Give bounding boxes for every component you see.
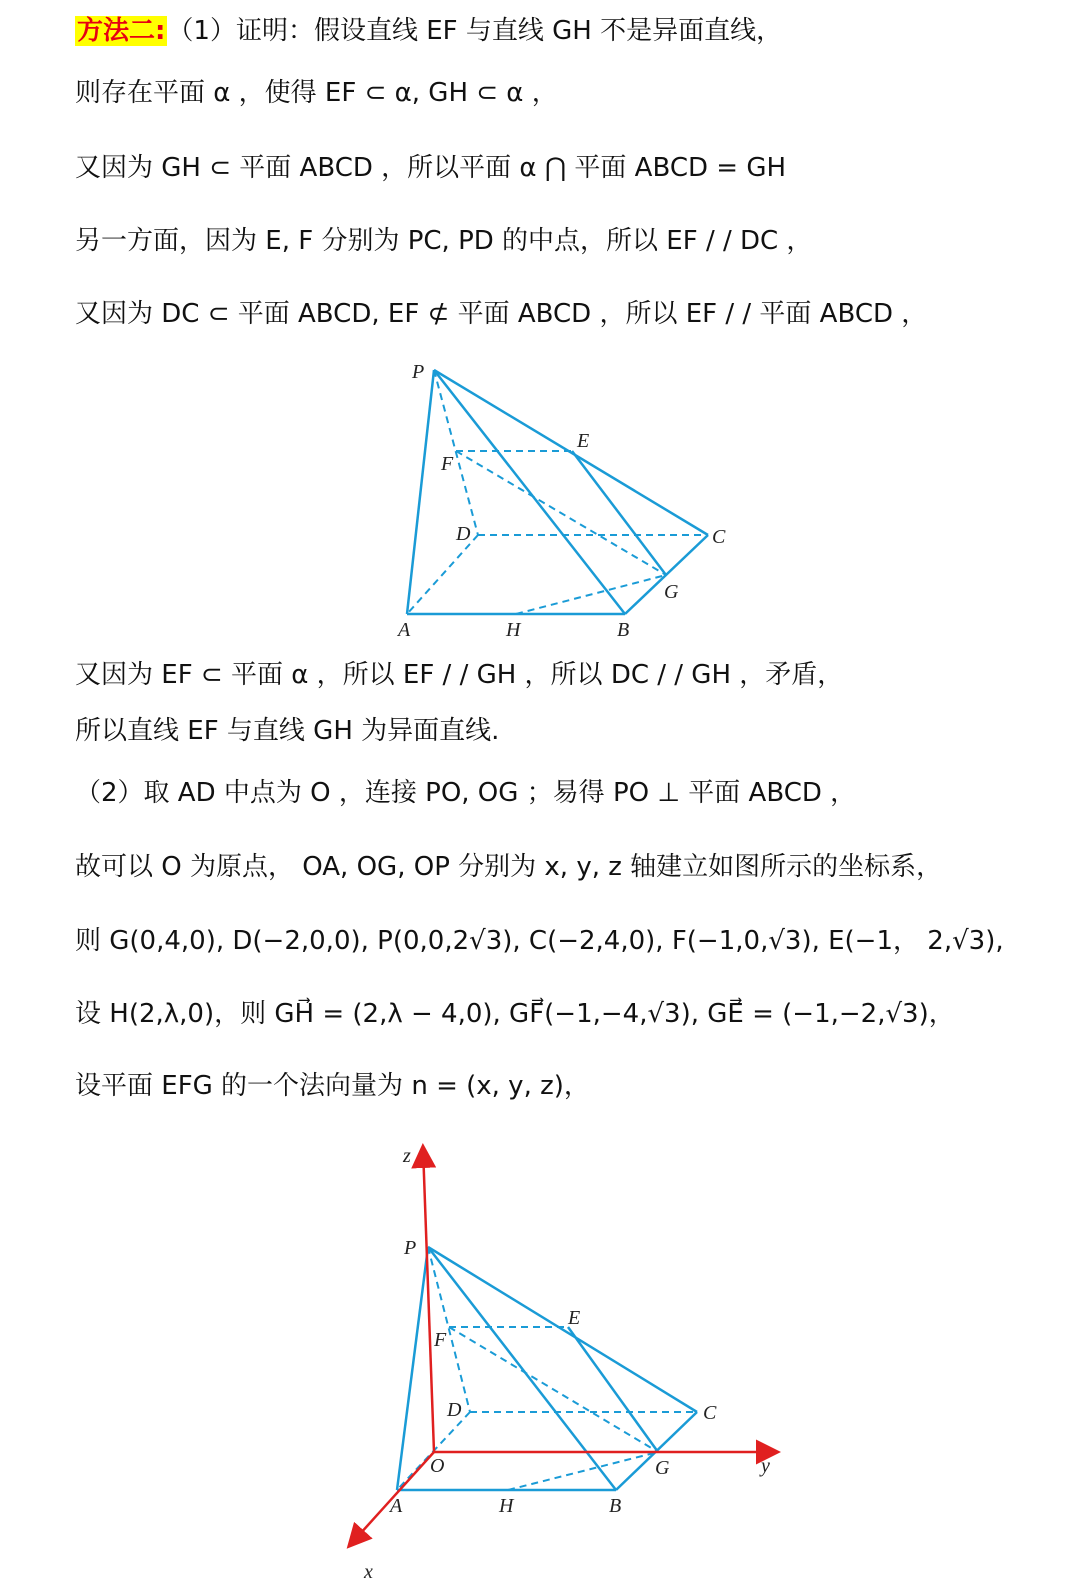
label-C: C [712, 526, 726, 548]
text-line-3: 又因为 GH ⊂ 平面 ABCD ，所以平面 α ⋂ 平面 ABCD = GH [75, 153, 787, 183]
label-G: G [664, 581, 679, 603]
label-B2: B [609, 1495, 622, 1517]
text-line-1 [75, 14, 782, 48]
label-x: x [364, 1561, 373, 1582]
coordinate-figure [330, 1130, 800, 1582]
text-line-5: 又因为 DC ⊂ 平面 ABCD, EF ⊄ 平面 ABCD ，所以 EF / / 平面 ABCD ， [75, 299, 928, 329]
text-line-6: 又因为 EF ⊂ 平面 α ，所以 EF / / GH ，所以 DC / / GH ，矛盾， [75, 660, 844, 690]
label-F2: F [434, 1329, 447, 1351]
method-label: 方法二: [77, 16, 166, 46]
text-line-10: 则 G(0,4,0), D(−2,0,0), P(0,0,2√3), C(−2,4,0), F(−1,0,√3), E(−1， 2,√3), [75, 926, 1004, 956]
label-B: B [617, 619, 630, 641]
label-A2: A [390, 1495, 403, 1517]
label-F: F [441, 453, 454, 475]
label-C2: C [703, 1402, 717, 1424]
text-line-4: 另一方面，因为 E, F 分别为 PC, PD 的中点，所以 EF / / DC ， [75, 226, 813, 256]
text-line-2: 则存在平面 α ，使得 EF ⊂ α, GH ⊂ α ， [75, 78, 558, 108]
label-G2: G [655, 1457, 670, 1479]
label-P2: P [404, 1237, 417, 1259]
text-line-11: 设 H(2,λ,0)，则 GH⃗ = (2,λ − 4,0), GF⃗(−1,−4,√3), GE⃗ = (−1,−2,√3)， [75, 999, 955, 1029]
text-line-12: 设平面 EFG 的一个法向量为 n = (x, y, z)， [75, 1071, 590, 1101]
text-line-9: 故可以 O 为原点， OA, OG, OP 分别为 x, y, z 轴建立如图所示的坐标系， [75, 852, 943, 882]
label-O: O [430, 1455, 445, 1477]
line-1-text: （1）证明：假设直线 EF 与直线 GH 不是异面直线， [167, 16, 783, 46]
label-P: P [412, 361, 425, 383]
text-line-8: （2）取 AD 中点为 O ，连接 PO, OG ；易得 PO ⊥ 平面 ABCD ， [75, 778, 857, 808]
label-z: z [403, 1145, 411, 1167]
label-H: H [506, 619, 521, 641]
label-y: y [761, 1455, 770, 1477]
label-E: E [577, 430, 590, 452]
pyramid-figure [380, 355, 740, 645]
label-D: D [456, 523, 471, 545]
label-A: A [398, 619, 411, 641]
label-D2: D [447, 1399, 462, 1421]
label-H2: H [499, 1495, 514, 1517]
label-E2: E [568, 1307, 581, 1329]
text-line-7: 所以直线 EF 与直线 GH 为异面直线. [75, 716, 500, 746]
